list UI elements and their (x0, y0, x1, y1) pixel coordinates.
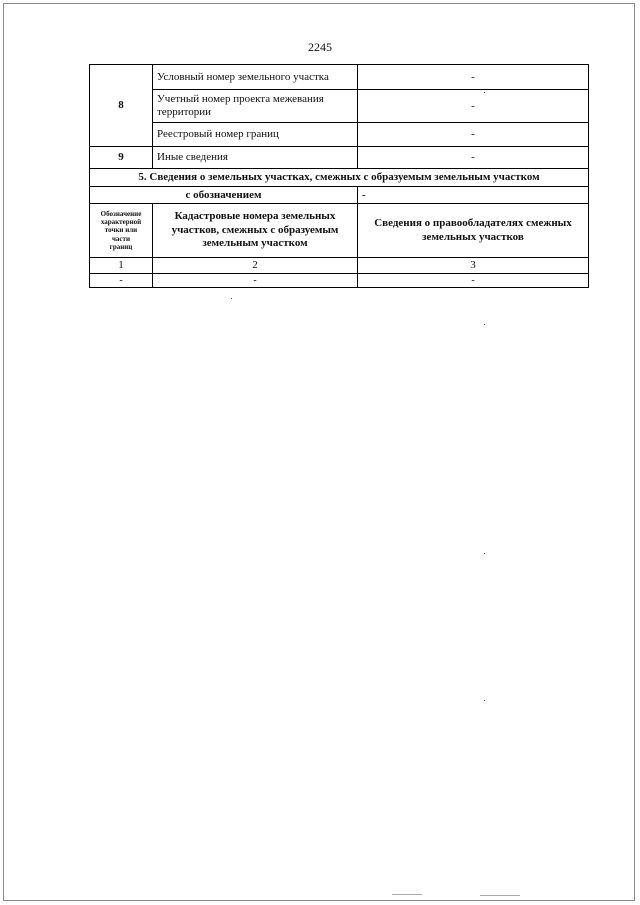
scan-speck (484, 324, 485, 325)
land-plot-table (89, 64, 589, 288)
table-row (90, 204, 589, 258)
survey-project-number-label (153, 90, 358, 123)
table-row (90, 258, 589, 274)
scan-speck (484, 92, 485, 93)
header-cadastral-numbers (153, 204, 358, 258)
header-line: участков, смежных с образуемым (171, 223, 339, 236)
header-line: характерной (100, 217, 142, 226)
page-number: 2245 (308, 40, 332, 54)
header-line: Обозначение (100, 209, 142, 218)
column-number-2: 2 (153, 258, 358, 274)
header-owners-info (358, 204, 589, 258)
survey-project-number-value: - (358, 90, 589, 123)
column-number-3: 3 (358, 258, 589, 274)
section-5-title: 5. Сведения о земельных участках, смежных с образуемым земельным участком (90, 169, 589, 187)
scan-speck (484, 700, 485, 701)
scan-speck (392, 894, 422, 895)
header-line: границ (109, 243, 133, 252)
column-number-1: 1 (90, 258, 153, 274)
label-line: территории (157, 106, 212, 118)
designation-label: с обозначением (90, 187, 358, 204)
header-line: Сведения о правообладателях смежных (374, 216, 572, 229)
data-cell: - (358, 273, 589, 288)
designation-value: - (358, 187, 589, 204)
header-point-designation (90, 204, 153, 258)
registry-boundary-number-label: Реестровый номер границ (153, 123, 358, 147)
table-row (90, 273, 589, 288)
label-line: Учетный номер проекта межевания (157, 93, 324, 106)
header-line: Кадастровые номера земельных (174, 209, 336, 222)
table-row (90, 187, 589, 204)
header-line: земельных участков (422, 230, 524, 243)
table-row (90, 65, 589, 90)
data-cell: - (90, 273, 153, 288)
header-line: точки или (104, 226, 138, 235)
table-row (90, 147, 589, 169)
other-info-value: - (358, 147, 589, 169)
table-row (90, 90, 589, 123)
scan-speck (484, 553, 485, 554)
header-line: земельным участком (202, 237, 308, 250)
conditional-number-value: - (358, 65, 589, 90)
row-number-8: 8 (90, 65, 153, 147)
row-number-9: 9 (90, 147, 153, 169)
scan-speck (231, 298, 232, 299)
data-cell: - (153, 273, 358, 288)
scan-speck (480, 895, 520, 896)
table-row (90, 169, 589, 187)
header-line: части (111, 234, 131, 243)
conditional-number-label: Условный номер земельного участка (153, 65, 358, 90)
other-info-label: Иные сведения (153, 147, 358, 169)
table-row (90, 123, 589, 147)
registry-boundary-number-value: - (358, 123, 589, 147)
